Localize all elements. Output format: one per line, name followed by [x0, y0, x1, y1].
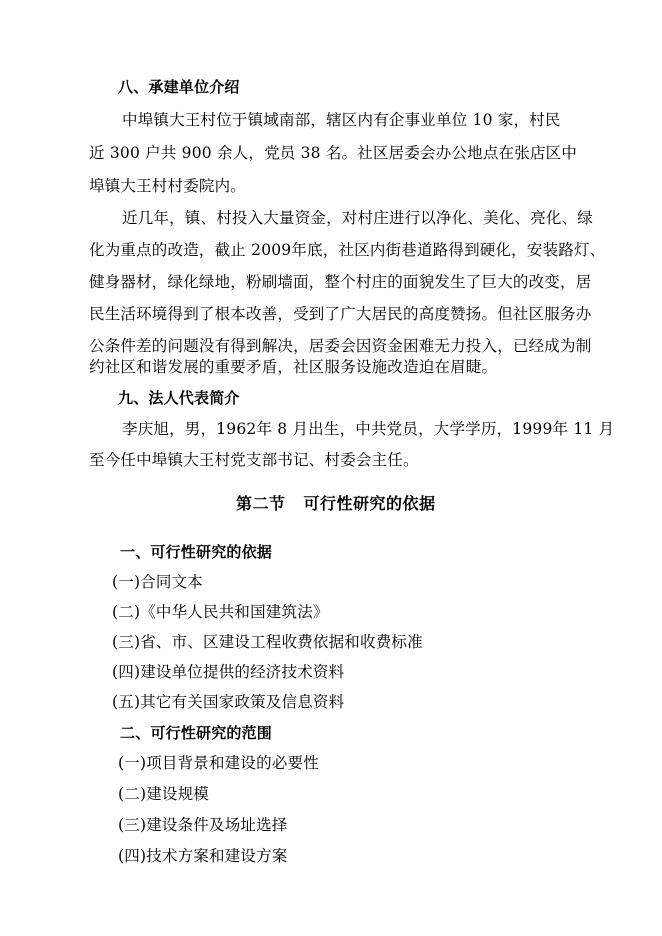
list-item: (三)省、市、区建设工程收费依据和收费标准	[112, 633, 423, 651]
list-item: (三)建设条件及场址选择	[118, 816, 288, 834]
list-item: (一)合同文本	[112, 573, 203, 591]
list-item: (四)建设单位提供的经济技术资料	[112, 663, 345, 681]
paragraph-line: 约社区和谐发展的重要矛盾，社区服务设施改造迫在眉睫。	[89, 358, 498, 376]
chapter-number: 第二节	[236, 494, 286, 513]
paragraph-line: 李庆旭，男，1962年 8 月出生，中共党员，大学学历，1999年 11 月	[122, 420, 615, 438]
list-item: (一)项目背景和建设的必要性	[118, 754, 319, 772]
paragraph-line: 近几年，镇、村投入大量资金，对村庄进行以净化、美化、亮化、绿	[122, 209, 594, 227]
paragraph-line: 埠镇大王村村委院内。	[89, 177, 247, 195]
list-item: (二)《中华人民共和国建筑法》	[112, 603, 329, 621]
chapter-title-text: 可行性研究的依据	[303, 494, 436, 513]
list-item: (五)其它有关国家政策及信息资料	[112, 693, 345, 711]
paragraph-line: 民生活环境得到了根本改善，受到了广大居民的高度赞扬。但社区服务办	[89, 305, 592, 323]
list-item: (四)技术方案和建设方案	[118, 847, 288, 865]
chapter-title	[236, 494, 436, 514]
paragraph-line: 近 300 户共 900 余人，党员 38 名。社区居委会办公地点在张店区中	[89, 144, 578, 162]
paragraph-line: 化为重点的改造，截止 2009年底，社区内街巷道路得到硬化，安装路灯、	[89, 241, 606, 259]
paragraph-line: 公条件差的问题没有得到解决，居委会因资金困难无力投入，已经成为制	[89, 337, 592, 355]
scope-heading: 二、可行性研究的范围	[120, 724, 273, 742]
paragraph-line: 中埠镇大王村位于镇域南部，辖区内有企事业单位 10 家，村民	[122, 111, 561, 129]
section-8-heading: 八、承建单位介绍	[118, 78, 240, 96]
paragraph-line: 至今任中埠镇大王村党支部书记、村委会主任。	[89, 451, 419, 469]
section-9-heading: 九、法人代表简介	[118, 389, 240, 407]
list-item: (二)建设规模	[118, 785, 209, 803]
paragraph-line: 健身器材，绿化绿地，粉刷墙面，整个村庄的面貌发生了巨大的改变，居	[89, 273, 592, 291]
basis-heading: 一、可行性研究的依据	[120, 543, 273, 561]
